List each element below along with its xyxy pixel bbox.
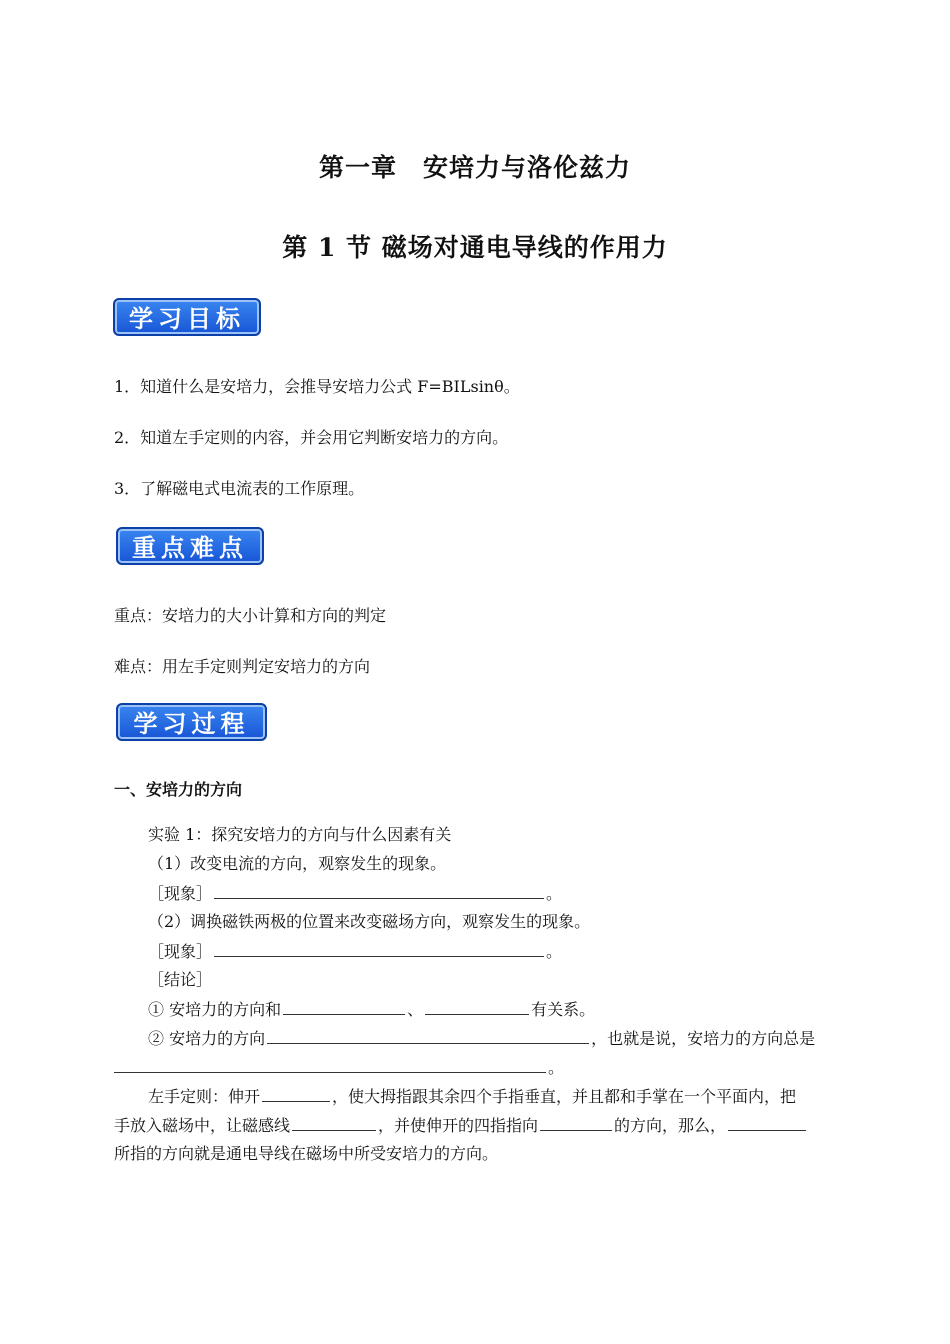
- separator: 、: [407, 1000, 424, 1019]
- question-1: （1）改变电流的方向，观察发生的现象。: [148, 854, 447, 873]
- question-2: （2）调换磁铁两极的位置来改变磁场方向，观察发生的现象。: [148, 912, 591, 931]
- lh-text: ，使大拇指跟其余四个手指垂直，并且都和手掌在一个平面内，把: [332, 1087, 797, 1106]
- blank-field[interactable]: [292, 1114, 376, 1131]
- experiment-1: 实验 1：探究安培力的方向与什么因素有关: [148, 825, 452, 844]
- difficult-point: 难点：用左手定则判定安培力的方向: [114, 657, 371, 676]
- conclusion-label: ［结论］: [148, 970, 213, 989]
- section-title: 第 1 节 磁场对通电导线的作用力: [282, 233, 668, 262]
- phenomenon-label: ［现象］: [148, 942, 213, 961]
- left-hand-rule-line2: [114, 1114, 808, 1137]
- lh-text: ，并使伸开的四指指向: [378, 1116, 539, 1135]
- blank-field[interactable]: [267, 1027, 589, 1044]
- part1-heading: 一、安培力的方向: [114, 780, 243, 799]
- phenomenon-2: [148, 940, 562, 963]
- left-hand-rule-line1: [148, 1085, 796, 1108]
- lh-text: 手放入磁场中，让磁感线: [114, 1116, 291, 1135]
- blank-field[interactable]: [283, 998, 405, 1015]
- blank-field[interactable]: [728, 1114, 806, 1131]
- conclusion-1-end: 有关系。: [531, 1000, 596, 1019]
- lh-text: 的方向，那么，: [614, 1116, 727, 1135]
- left-hand-rule-line3: 所指的方向就是通电导线在磁场中所受安培力的方向。: [114, 1144, 499, 1163]
- badge-process: 学习过程: [116, 703, 267, 741]
- objective-3: 3．了解磁电式电流表的工作原理。: [114, 479, 365, 498]
- conclusion-2-cont: [114, 1056, 564, 1079]
- key-point: 重点：安培力的大小计算和方向的判定: [114, 606, 387, 625]
- badge-key-points: 重点难点: [116, 527, 264, 565]
- objective-1: 1．知道什么是安培力，会推导安培力公式 F=BILsinθ。: [114, 377, 520, 396]
- blank-field[interactable]: [540, 1114, 612, 1131]
- phenomenon-1: [148, 882, 562, 905]
- blank-field[interactable]: [262, 1085, 330, 1102]
- blank-field[interactable]: [214, 940, 544, 957]
- blank-field[interactable]: [425, 998, 529, 1015]
- conclusion-2: [148, 1027, 815, 1050]
- lh-text: 左手定则：伸开: [148, 1087, 261, 1106]
- badge-objectives: 学习目标: [113, 298, 261, 336]
- period: 。: [546, 884, 563, 903]
- blank-field[interactable]: [214, 882, 544, 899]
- conclusion-1-text: ① 安培力的方向和: [148, 1000, 282, 1019]
- objective-2: 2．知道左手定则的内容，并会用它判断安培力的方向。: [114, 428, 509, 447]
- conclusion-2-mid: ，也就是说，安培力的方向总是: [591, 1029, 816, 1048]
- phenomenon-label: ［现象］: [148, 884, 213, 903]
- conclusion-1: [148, 998, 595, 1021]
- period: 。: [548, 1058, 565, 1077]
- period: 。: [546, 942, 563, 961]
- conclusion-2-text: ② 安培力的方向: [148, 1029, 266, 1048]
- chapter-title: 第一章 安培力与洛伦兹力: [318, 153, 631, 182]
- blank-field[interactable]: [114, 1056, 546, 1073]
